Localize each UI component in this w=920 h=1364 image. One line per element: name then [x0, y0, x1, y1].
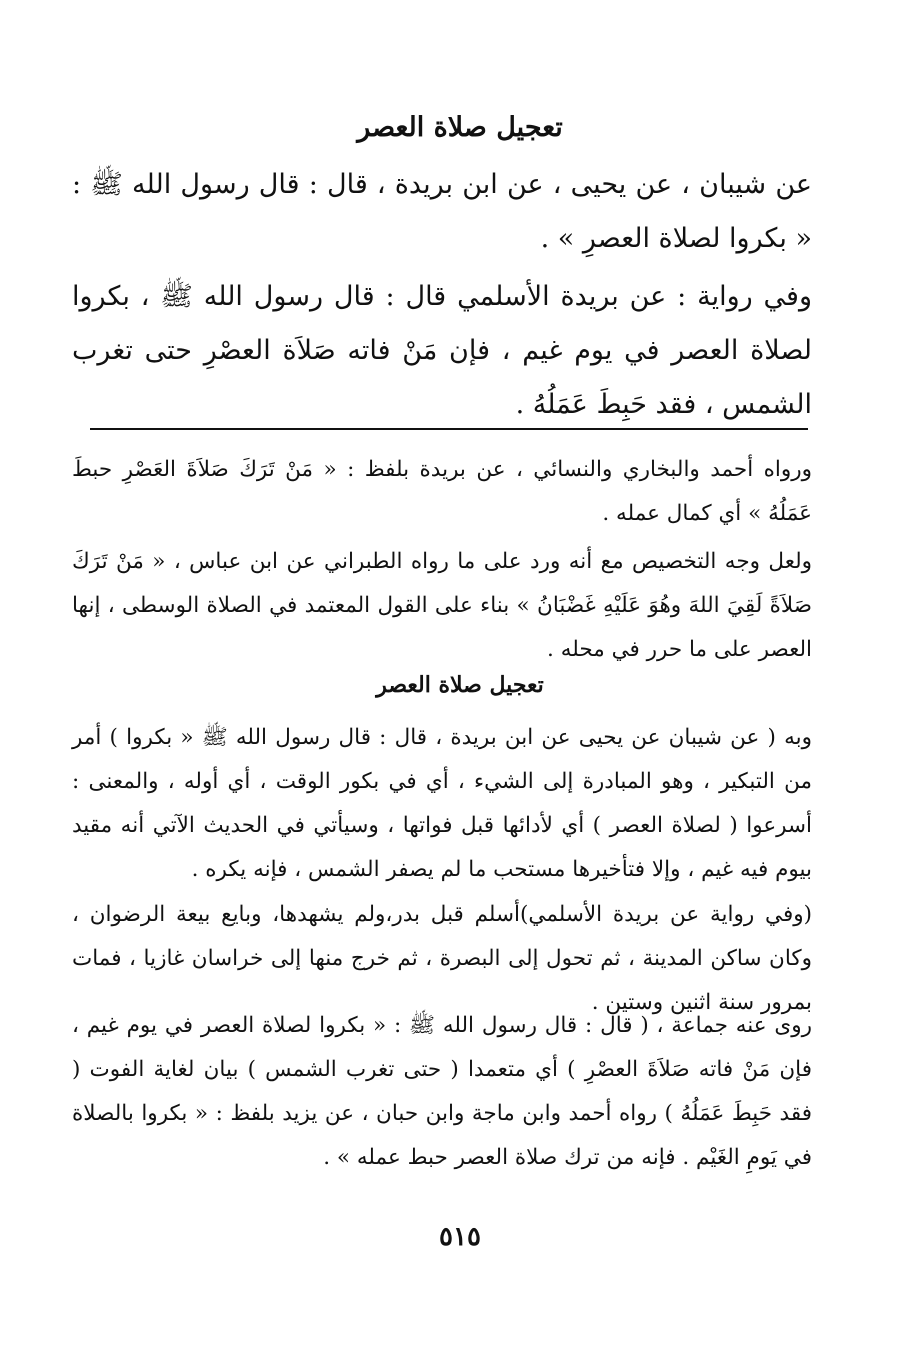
- commentary-paragraph: [72, 1004, 812, 1180]
- commentary-subtitle: تعجيل صلاة العصر: [376, 672, 544, 698]
- hadith-variant-paragraph: [72, 270, 812, 432]
- chapter-title: تعجيل صلاة العصر: [357, 112, 563, 143]
- commentary-text: وبه ( عن شيبان عن يحيى عن ابن بريدة ، قال : قال رسول الله ﷺ « بكروا ) أمر من التبكير ، وهو المبادرة إلى الشيء ، أي في بكور الوقت ، أي أوله ، والمعنى : أسرعوا ( لصلاة العصر ) أي لأدائها قبل فواتها ، وسيأتي في الحديث الآتي أنه مقيد بيوم فيه غيم ، وإلا فتأخيرها مستحب ما لم يصفر الشمس ، فإنه يكره .: [72, 725, 812, 882]
- section-divider: [90, 428, 808, 430]
- commentary-text: ورواه أحمد والبخاري والنسائي ، عن بريدة بلفظ : « مَنْ تَرَكَ صَلاَةَ العَصْرِ حبطَ عَمَلُهُ » أي كمال عمله .: [72, 457, 812, 526]
- commentary-text: (وفي رواية عن بريدة الأسلمي)أسلم قبل بدر،ولم يشهدها، وبايع بيعة الرضوان ، وكان ساكن المدينة ، ثم تحول إلى البصرة ، ثم خرج منها إلى خراسان غازيا ، فمات بمرور سنة اثنين وستين .: [72, 902, 812, 1015]
- commentary-paragraph: [72, 716, 812, 892]
- hadith-text: عن شيبان ، عن يحيى ، عن ابن بريدة ، قال : قال رسول الله ﷺ : « بكروا لصلاة العصرِ » .: [72, 169, 812, 254]
- commentary-paragraph: [72, 448, 812, 536]
- commentary-text: ولعل وجه التخصيص مع أنه ورد على ما رواه الطبراني عن ابن عباس ، « مَنْ تَرَكَ صَلاَةً لَقِيَ اللهَ وهُوَ عَلَيْهِ غَضْبَانُ » بناء على القول المعتمد في الصلاة الوسطى ، إنها العصر على ما حرر في محله .: [72, 549, 812, 662]
- hadith-paragraph: [72, 158, 812, 266]
- hadith-variant-text: وفي رواية : عن بريدة الأسلمي قال : قال رسول الله ﷺ ، بكروا لصلاة العصر في يوم غيم ، فإن مَنْ فاته صَلاَة العصْرِ حتى تغرب الشمس ، فقد حَبِطَ عَمَلُهُ .: [72, 281, 812, 420]
- commentary-paragraph: [72, 540, 812, 672]
- commentary-text: روى عنه جماعة ، ( قال : قال رسول الله ﷺ : « بكروا لصلاة العصر في يوم غيم ، فإن مَنْ فاته صَلاَةَ العصْرِ ) أي متعمدا ( حتى تغرب الشمس ) بيان لغاية الفوت ( فقد حَبِطَ عَمَلُهُ ) رواه أحمد وابن ماجة وابن حبان ، عن يزيد بلفظ : « بكروا بالصلاة في يَومِ الغَيْم . فإنه من ترك صلاة العصر حبط عمله » .: [72, 1013, 812, 1170]
- page-number: ٥١٥: [439, 1222, 481, 1252]
